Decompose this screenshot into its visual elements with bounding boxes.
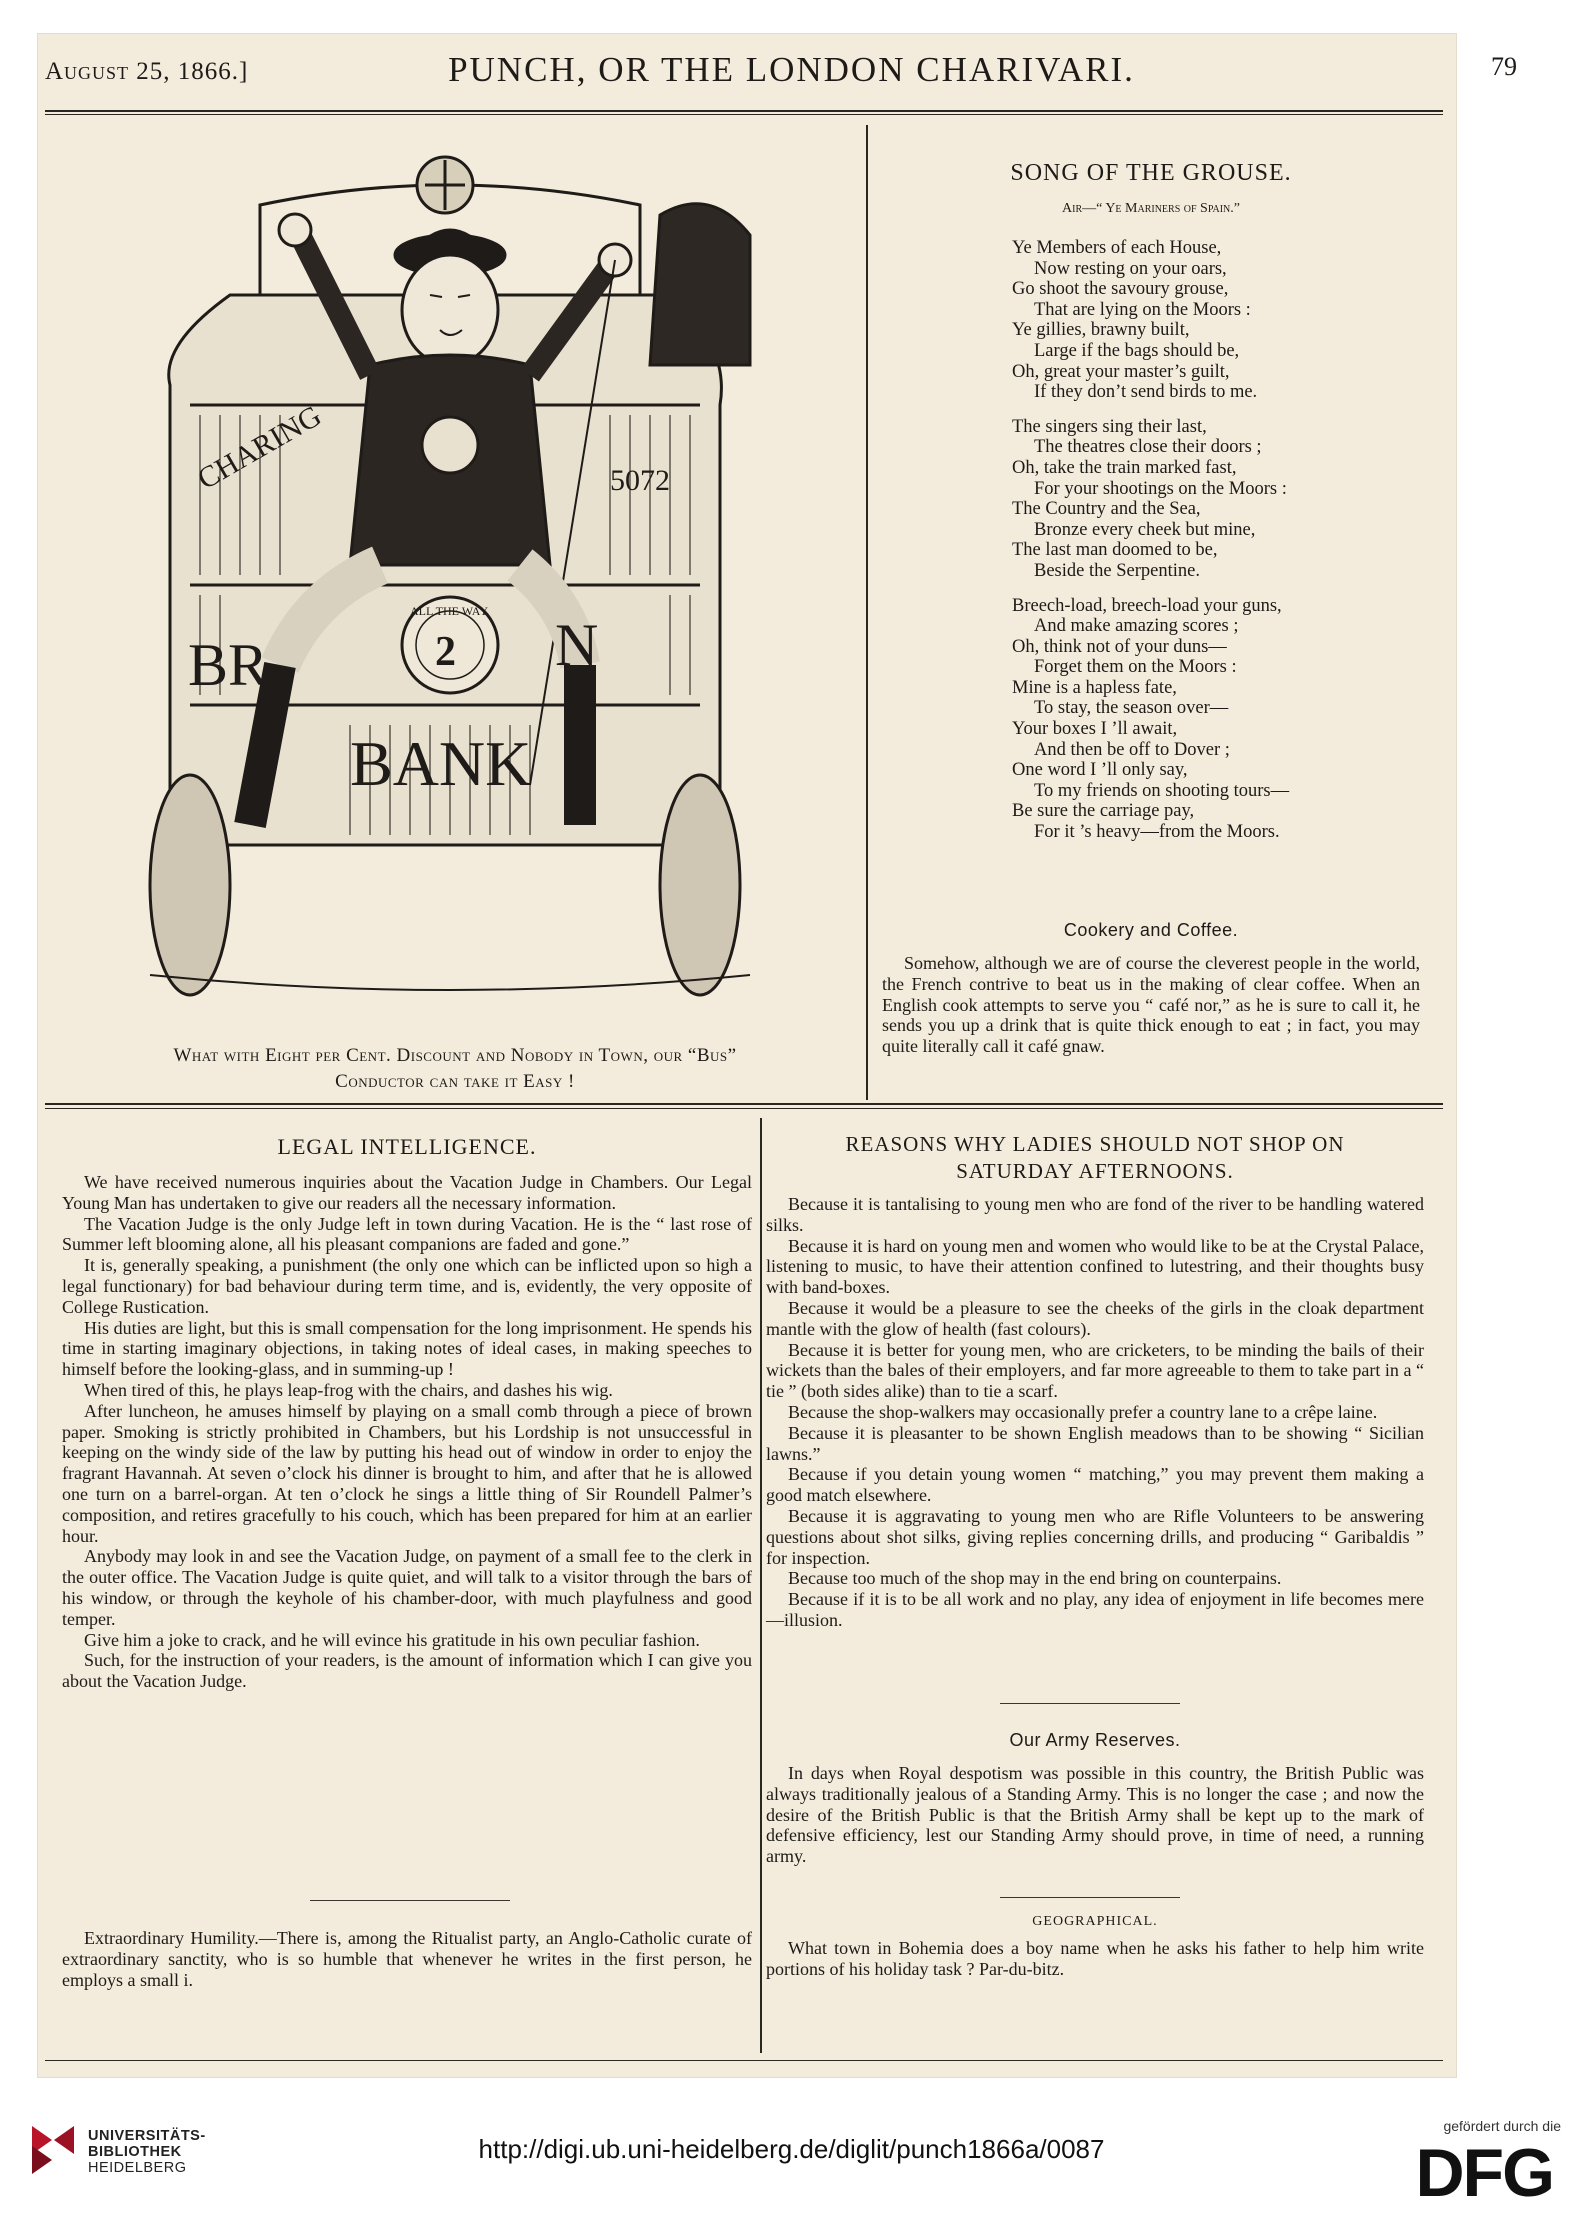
bus-conductor-cartoon bbox=[110, 145, 790, 1025]
dfg-logo: DFG bbox=[1415, 2135, 1553, 2211]
poem-line: Large if the bags should be, bbox=[1034, 340, 1240, 361]
army-text: In days when Royal despotism was possible in this country, the British Public was always traditionally jealous of a Standing Army. This is no longer the case ; and now the desire of the British Public is that the British Army shall be kept up to the mark of defensive efficiency, lest our Standing Army should prove, in time of need, a running army. bbox=[766, 1763, 1424, 1867]
sponsor-note: gefördert durch die bbox=[1443, 2118, 1561, 2134]
reason-paragraph: Because it is better for young men, who are cricketers, to be minding the bails of their wickets than the bales of their employers, and far more agreeable to them to take part in a “ tie ” (both sides alike) than to tie a scarf. bbox=[766, 1339, 1424, 1402]
army-section bbox=[766, 1730, 1424, 1867]
coffee-body bbox=[882, 953, 1420, 1057]
legal-paragraph: After luncheon, he amuses himself by playing on a small comb through a piece of brown paper. Smoking is strictly prohibited in Chambers, but his Lordship is not unsuccessful in keeping on the windy side of the law by putting his head out of window in order to enjoy the fragrant Havannah. At seven o’clock his dinner is brought to him, and after that he is allowed one turn on a barrel-organ. At ten o’clock he sings a little thing of Sir Roundell Palmer’s composition, and retires gracefully to his couch, which has been prepared for him at an earlier hour. bbox=[62, 1400, 752, 1546]
reasons-body bbox=[766, 1194, 1424, 1631]
song-poem bbox=[1012, 238, 1289, 843]
caption-line-2: Conductor can take it Easy ! bbox=[335, 1071, 575, 1092]
legal-paragraph: His duties are light, but this is small compensation for the long imprisonment. He spends his time in starting imaginary objections, in taking notes of ideal cases, in making speeches to himself before the looking-glass, and in summing-up ! bbox=[62, 1317, 752, 1380]
poem-line: To stay, the season over— bbox=[1034, 698, 1229, 719]
bus-lettering-bank: BANK bbox=[350, 728, 532, 799]
bus-lettering-charing: CHARING bbox=[192, 399, 327, 497]
poem-line: And then be off to Dover ; bbox=[1034, 739, 1230, 760]
coffee-text: Somehow, although we are of course the cleverest people in the world, the French contrive to beat us in the making of clear coffee. When an English cook attempts to serve you “ café nor,” as he is sure to call it, he sends you up a drink that is quite thick enough to eat ; in fact, you may quite literally call it café gnaw. bbox=[882, 953, 1420, 1057]
bus-lettering-2: 2 bbox=[435, 629, 456, 675]
library-line-1: UNIVERSITÄTS- bbox=[88, 2128, 206, 2144]
bus-lettering-number: 5072 bbox=[610, 464, 670, 497]
geo-body bbox=[766, 1938, 1424, 1980]
digitization-footer bbox=[0, 2108, 1583, 2225]
humility-section bbox=[62, 1928, 752, 1990]
poem-line: That are lying on the Moors : bbox=[1034, 299, 1251, 320]
reason-paragraph: Because too much of the shop may in the end bring on counterpains. bbox=[788, 1568, 1282, 1589]
geo-title: GEOGRAPHICAL. bbox=[1032, 1914, 1158, 1929]
mid-rule bbox=[45, 1103, 1443, 1105]
poem-line: The last man doomed to be, bbox=[1012, 540, 1218, 561]
poem-line: Go shoot the savoury grouse, bbox=[1012, 279, 1229, 300]
poem-line: And make amazing scores ; bbox=[1034, 616, 1239, 637]
poem-line: Bronze every cheek but mine, bbox=[1034, 519, 1256, 540]
reason-paragraph: Because it would be a pleasure to see the cheeks of the girls in the cloak department mantle with the glow of health (fast colours). bbox=[766, 1297, 1424, 1339]
poem-line: Ye Members of each House, bbox=[1012, 238, 1222, 258]
poem-line: Forget them on the Moors : bbox=[1034, 657, 1237, 678]
stanza-2 bbox=[1012, 417, 1289, 582]
caption-line-1: What with Eight per Cent. Discount and Nobody in Town, our “Bus” bbox=[173, 1045, 737, 1066]
reasons-title-line-1: REASONS WHY LADIES SHOULD NOT SHOP ON bbox=[845, 1132, 1345, 1156]
poem-line: Mine is a hapless fate, bbox=[1012, 677, 1177, 698]
poem-line: The theatres close their doors ; bbox=[1034, 437, 1262, 458]
poem-line: Be sure the carriage pay, bbox=[1012, 801, 1195, 822]
library-line-2: BIBLIOTHEK bbox=[88, 2144, 182, 2160]
army-title: Our Army Reserves. bbox=[1009, 1730, 1181, 1750]
stanza-3 bbox=[1012, 596, 1289, 843]
poem-line: Oh, great your master’s guilt, bbox=[1012, 361, 1230, 382]
poem-line: Ye gillies, brawny built, bbox=[1012, 320, 1190, 341]
legal-paragraph: The Vacation Judge is the only Judge left in town during Vacation. He is the “ last rose of Summer left blooming alone, all his pleasant companions are faded and gone.” bbox=[62, 1213, 752, 1255]
coffee-section bbox=[882, 920, 1420, 1057]
reason-paragraph: Because the shop-walkers may occasionally prefer a country lane to a crêpe laine. bbox=[788, 1401, 1378, 1422]
humility-text: Extraordinary Humility.—There is, among the Ritualist party, an Anglo-Catholic curate of extraordinary sanctity, who is so humble that whenever he writes in the first person, he employs a small i. bbox=[62, 1928, 752, 1990]
poem-line: Beside the Serpentine. bbox=[1034, 560, 1200, 581]
reasons-section bbox=[766, 1132, 1424, 1631]
header-rule-thin bbox=[45, 114, 1443, 115]
legal-title: LEGAL INTELLIGENCE. bbox=[277, 1134, 537, 1159]
mid-rule-thin bbox=[45, 1108, 1443, 1109]
bus-lettering-all-the-way: ALL THE WAY bbox=[410, 604, 488, 618]
poem-line: Oh, think not of your duns— bbox=[1012, 636, 1227, 657]
reason-paragraph: Because it is pleasanter to be shown English meadows than to be showing “ Sicilian lawns.” bbox=[766, 1422, 1424, 1464]
legal-body bbox=[62, 1172, 752, 1692]
poem-line: For your shootings on the Moors : bbox=[1034, 478, 1287, 499]
legal-paragraph: It is, generally speaking, a punishment (the only one which can be inflicted upon so high a legal functionary) for bad behaviour during term time, and is, evidently, the very opposite of College Rustication. bbox=[62, 1255, 752, 1317]
reason-paragraph: Because if it is to be all work and no play, any idea of enjoyment in life becomes mere—illusion. bbox=[766, 1589, 1424, 1630]
poem-line: Oh, take the train marked fast, bbox=[1012, 457, 1237, 478]
header-rule bbox=[45, 110, 1443, 112]
reason-paragraph: Because it is hard on young men and women who would like to be at the Crystal Palace, listening to music, to have their attention confined to lutestring, and their thoughts busy with band-boxes. bbox=[766, 1235, 1424, 1298]
legal-paragraph: Give him a joke to crack, and he will evince his gratitude in his own peculiar fashion. bbox=[84, 1629, 700, 1650]
legal-paragraph: Such, for the instruction of your readers, is the amount of information which I can give you about the Vacation Judge. bbox=[62, 1650, 752, 1692]
cartoon-caption bbox=[60, 1043, 850, 1095]
reason-paragraph: Because if you detain young women “ matching,” you may prevent them making a good match elsewhere. bbox=[766, 1464, 1424, 1506]
coffee-title: Cookery and Coffee. bbox=[1063, 920, 1239, 940]
reasons-end-rule bbox=[1000, 1703, 1180, 1704]
poem-line: For it ’s heavy—from the Moors. bbox=[1034, 822, 1280, 843]
poem-line: One word I ’ll only say, bbox=[1012, 760, 1188, 781]
page-number: 79 bbox=[1491, 52, 1517, 81]
legal-section bbox=[62, 1134, 752, 1692]
legal-end-rule bbox=[310, 1900, 510, 1901]
bottom-rule bbox=[45, 2060, 1443, 2061]
army-body bbox=[766, 1763, 1424, 1867]
issue-date: August 25, 1866.] bbox=[45, 58, 249, 85]
army-end-rule bbox=[1000, 1897, 1180, 1898]
document-url-link[interactable]: http://digi.ub.uni-heidelberg.de/diglit/punch1866a/0087 bbox=[478, 2134, 1105, 2164]
geo-text: What town in Bohemia does a boy name when he asks his father to help him write portions of his holiday task ? Par-du-bitz. bbox=[766, 1938, 1424, 1979]
stanza-1 bbox=[1012, 238, 1289, 403]
legal-paragraph: We have received numerous inquiries about the Vacation Judge in Chambers. Our Legal Young Man has undertaken to give our readers all the necessary information. bbox=[62, 1172, 752, 1213]
legal-paragraph: When tired of this, he plays leap-frog with the chairs, and dashes his wig. bbox=[84, 1379, 613, 1400]
poem-line: If they don’t send birds to me. bbox=[1034, 382, 1258, 403]
reason-paragraph: Because it is aggravating to young men who are Rifle Volunteers to be answering questions about shot silks, giving replies concerning drills, and producing “ Garibaldis ” for inspection. bbox=[766, 1505, 1424, 1568]
geo-section bbox=[766, 1914, 1424, 1980]
poem-line: Now resting on your oars, bbox=[1034, 258, 1227, 279]
song-section bbox=[882, 160, 1420, 217]
reason-paragraph: Because it is tantalising to young men who are fond of the river to be handling watered silks. bbox=[766, 1194, 1424, 1235]
poem-line: Your boxes I ’ll await, bbox=[1012, 719, 1178, 740]
poem-line: Breech-load, breech-load your guns, bbox=[1012, 595, 1282, 616]
bus-lettering-n: N bbox=[555, 612, 599, 678]
bottom-column-divider bbox=[760, 1118, 762, 2053]
poem-line: The Country and the Sea, bbox=[1012, 499, 1201, 520]
bus-lettering-br: BR bbox=[188, 632, 269, 698]
reasons-title-line-2: SATURDAY AFTERNOONS. bbox=[956, 1159, 1234, 1183]
library-line-3: HEIDELBERG bbox=[88, 2160, 187, 2176]
poem-line: The singers sing their last, bbox=[1012, 416, 1207, 437]
top-column-divider bbox=[866, 125, 868, 1100]
legal-paragraph: Anybody may look in and see the Vacation Judge, on payment of a small fee to the clerk in the outer office. The Vacation Judge is quite quiet, and will talk to a visitor through the bars of his window, or through the keyhole of his chamber-door, with much playfulness and good temper. bbox=[62, 1546, 752, 1629]
song-title: SONG OF THE GROUSE. bbox=[1010, 160, 1292, 186]
poem-line: To my friends on shooting tours— bbox=[1034, 780, 1290, 801]
masthead-title: PUNCH, OR THE LONDON CHARIVARI. bbox=[448, 50, 1135, 89]
song-air: Air—“ Ye Mariners of Spain.” bbox=[1062, 201, 1240, 216]
